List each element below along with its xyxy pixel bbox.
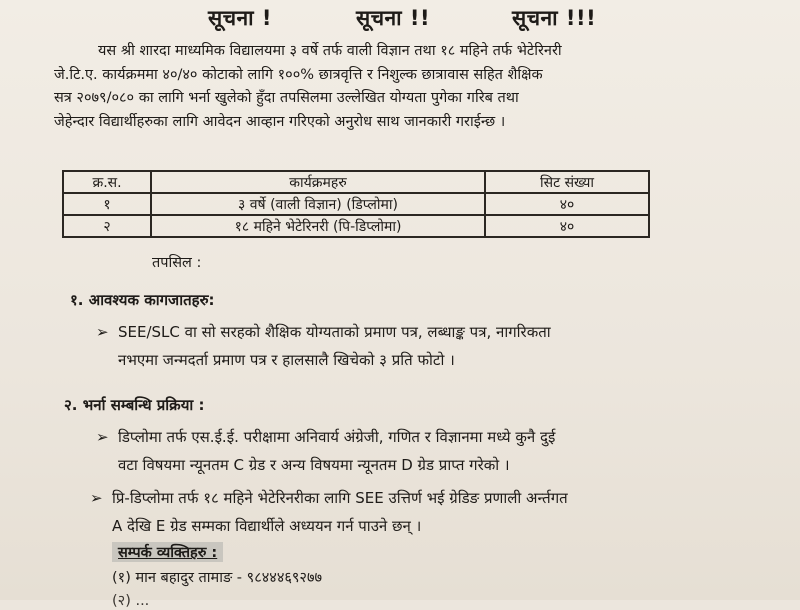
row-seats: ४० [485, 215, 649, 237]
table-row [63, 215, 649, 237]
row-seats: ४० [485, 193, 649, 215]
admission-bullet-1 [96, 423, 556, 479]
contacts-title: सम्पर्क व्यक्तिहरु : [112, 542, 223, 562]
notice-title-2: सूचना !! [356, 6, 431, 30]
intro-line-4: जेहेन्दार विद्यार्थीहरुका लागि आवेदन आव्हान गरिएको अनुरोध साथ जानकारी गराईन्छ । [54, 113, 506, 130]
intro-line-1: यस श्री शारदा माध्यमिक विद्यालयमा ३ वर्षे तर्फ वाली विज्ञान तथा १८ महिने तर्फ भेटेरिनरी [98, 43, 562, 59]
contact-person-1: (१) मान बहादुर तामाङ - ९८४४४६९२७७ [112, 570, 323, 586]
header-program: कार्यक्रमहरु [151, 171, 485, 193]
admission-1-line-1: डिप्लोमा तर्फ एस.ई.ई. परीक्षामा अनिवार्य अंग्रेजी, गणित र विज्ञानमा मध्ये कुनै दुई [118, 428, 556, 446]
row-program: १८ महिने भेटेरिनरी (पि-डिप्लोमा) [151, 215, 485, 237]
programs-table [62, 170, 650, 238]
arrow-bullet-icon: ➢ [96, 428, 109, 446]
notice-title-3: सूचना !!! [512, 6, 597, 30]
intro-line-2: जे.टि.ए. कार्यक्रममा ४०/४० कोटाको लागि १००% छात्रवृत्ति र निशुल्क छात्रावास सहित शैक्षिक [54, 66, 543, 83]
row-serial: १ [63, 193, 151, 215]
section-documents-title: १. आवश्यक कागजातहरु: [70, 291, 215, 309]
intro-paragraph [54, 40, 774, 134]
intro-line-3: सत्र २०७९/०८० का लागि भर्ना खुलेको हुँदा तपसिलमा उल्लेखित योग्यता पुगेका गरिब तथा [54, 90, 519, 106]
table-row [63, 193, 649, 215]
arrow-bullet-icon: ➢ [90, 489, 103, 507]
notice-title-1: सूचना ! [208, 6, 273, 30]
section-admission-title: २. भर्ना सम्बन्धि प्रक्रिया : [64, 396, 205, 414]
header-serial: क्र.स. [63, 171, 151, 193]
admission-2-line-2: A देखि E ग्रेड सम्मका विद्यार्थीले अध्ययन गर्न पाउने छन् । [112, 517, 422, 535]
arrow-bullet-icon: ➢ [96, 323, 109, 341]
documents-line-1: SEE/SLC वा सो सरहको शैक्षिक योग्यताको प्रमाण पत्र, लब्धाङ्क पत्र, नागरिकता [118, 323, 551, 341]
table-header-row [63, 171, 649, 193]
admission-1-line-2: वटा विषयमा न्यूनतम C ग्रेड र अन्य विषयमा न्यूनतम D ग्रेड प्राप्त गरेको । [118, 456, 510, 474]
documents-line-2: नभएमा जन्मदर्ता प्रमाण पत्र र हालसालै खिचेको ३ प्रति फोटो । [118, 351, 455, 369]
documents-bullet [96, 318, 551, 374]
row-program: ३ वर्षे (वाली विज्ञान) (डिप्लोमा) [151, 193, 485, 215]
contact-person-2: (२) ... [112, 593, 150, 609]
admission-2-line-1: प्रि-डिप्लोमा तर्फ १८ महिने भेटेरिनरीका लागि SEE उत्तिर्ण भई ग्रेडिङ प्रणाली अर्न्तगत [112, 489, 568, 507]
header-seats: सिट संख्या [485, 171, 649, 193]
notice-header [0, 4, 800, 38]
row-serial: २ [63, 215, 151, 237]
admission-bullet-2 [90, 484, 568, 540]
details-label: तपसिल : [152, 255, 202, 271]
